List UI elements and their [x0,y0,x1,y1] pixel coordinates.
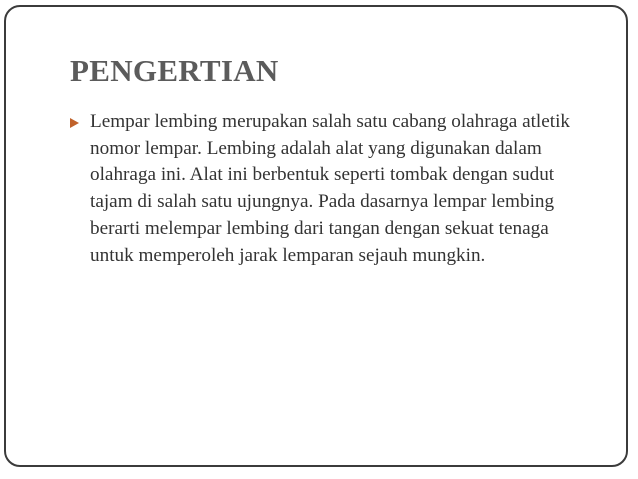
bullet-list [70,109,595,269]
slide-title: PENGERTIAN [70,53,279,88]
triangle-bullet-icon [70,118,79,128]
bullet-text: Lempar lembing merupakan salah satu cabang olahraga atletik nomor lempar. Lembing adalah alat yang digunakan dalam olahraga ini. Alat ini berbentuk seperti tombak dengan sudut tajam di salah satu ujungnya. Pada dasarnya lempar lembing berarti melempar lembing dari tangan dengan sekuat tenaga untuk memperoleh jarak lemparan sejauh mungkin. [90,111,571,266]
bullet-item [70,109,595,269]
